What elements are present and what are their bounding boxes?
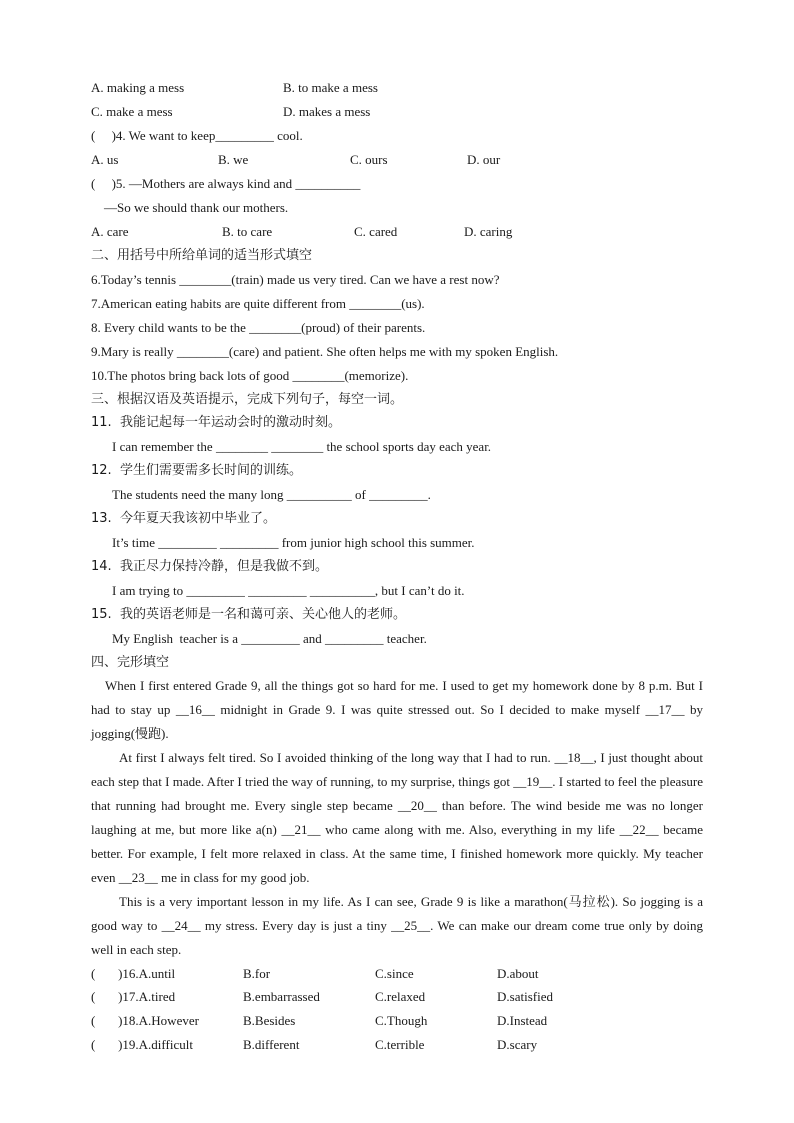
p2-text: than before. The wind beside me was no longer laughing at me, but more like a(n) <box>91 798 703 837</box>
q5-option-c: C. cared <box>354 224 398 239</box>
p2-text: At first I always felt tired. So I avoided thinking of the long way that I had to run. <box>119 750 555 765</box>
choice-18-b: B.Besides <box>243 1013 296 1028</box>
cloze-paragraph-1 <box>91 674 703 746</box>
blank-24: __24__ <box>161 918 201 933</box>
blank-18: __18__ <box>554 750 594 765</box>
choice-18-c: C.Though <box>375 1013 428 1028</box>
section2-item-8: 8. Every child wants to be the ________(proud) of their parents. <box>91 320 426 335</box>
q5-option-b: B. to care <box>222 224 273 239</box>
p1-text: midnight in Grade 9. I was quite stressed out. So I decided to make myself <box>214 702 646 717</box>
p3-text: . We can make our dream come true only by doing well in each step. <box>91 918 703 957</box>
p2-text: , I just thought about each step that I made. After I tried the way of running, to my surprise, things got <box>91 750 704 789</box>
blank-16: __16__ <box>175 702 215 717</box>
blank-22: __22__ <box>619 822 659 837</box>
p2-text: . I started to feel the pleasure that running had brought me. Every single step became <box>91 774 703 813</box>
choice-16-a: ( )16.A.until <box>91 966 176 981</box>
blank-21: __21__ <box>281 822 321 837</box>
p3-text: my stress. Every day is just a tiny <box>200 918 392 933</box>
blank-25: __25__ <box>391 918 431 933</box>
q3-option-d: D. makes a mess <box>283 104 371 119</box>
q5-option-d: D. caring <box>464 224 513 239</box>
section3-heading: 三、根据汉语及英语提示，完成下列句子，每空一词。 <box>91 392 404 407</box>
blank-23: __23__ <box>118 870 158 885</box>
section3-item-15-cn: 15. 我的英语老师是一名和蔼可亲、关心他人的老师。 <box>91 607 406 622</box>
section3-item-13-en: It’s time _________ _________ from junior high school this summer. <box>112 535 475 550</box>
q4-stem: ( )4. We want to keep_________ cool. <box>91 128 303 143</box>
choice-16-d: D.about <box>497 966 539 981</box>
q3-option-c: C. make a mess <box>91 104 173 119</box>
cloze-passage <box>91 674 703 962</box>
section3-item-11-en: I can remember the ________ ________ the school sports day each year. <box>112 439 492 454</box>
q4-option-c: C. ours <box>350 152 388 167</box>
p2-text: who came along with me. Also, everything in my life <box>320 822 620 837</box>
q4-option-a: A. us <box>91 152 119 167</box>
blank-20: __20__ <box>397 798 437 813</box>
q4-option-d: D. our <box>467 152 501 167</box>
section2-item-9: 9.Mary is really ________(care) and patient. She often helps me with my spoken English. <box>91 344 559 359</box>
section3-item-11-cn: 11. 我能记起每一年运动会时的激动时刻。 <box>91 415 341 430</box>
choice-17-b: B.embarrassed <box>243 989 320 1004</box>
choice-16-b: B.for <box>243 966 271 981</box>
blank-19: __19__ <box>513 774 553 789</box>
section2-item-6: 6.Today’s tennis ________(train) made us very tired. Can we have a rest now? <box>91 272 500 287</box>
q3-option-b: B. to make a mess <box>283 80 378 95</box>
q5-option-a: A. care <box>91 224 129 239</box>
cloze-paragraph-2 <box>91 746 703 890</box>
section2-heading: 二、用括号中所给单词的适当形式填空 <box>91 248 313 263</box>
section3-item-13-cn: 13. 今年夏天我该初中毕业了。 <box>91 511 276 526</box>
section3-item-12-en: The students need the many long __________ of _________. <box>112 487 431 502</box>
section3-item-14-en: I am trying to _________ _________ __________, but I can’t do it. <box>112 583 465 598</box>
choice-18-a: ( )18.A.However <box>91 1013 199 1028</box>
choice-17-c: C.relaxed <box>375 989 426 1004</box>
blank-17: __17__ <box>645 702 685 717</box>
section3-item-15-en: My English teacher is a _________ and _________ teacher. <box>112 631 427 646</box>
choice-19-d: D.scary <box>497 1037 538 1052</box>
section3-item-14-cn: 14. 我正尽力保持冷静，但是我做不到。 <box>91 559 328 574</box>
choice-17-d: D.satisfied <box>497 989 553 1004</box>
q5-stem: ( )5. —Mothers are always kind and __________ <box>91 176 361 191</box>
q4-option-b: B. we <box>218 152 249 167</box>
cloze-paragraph-3 <box>91 890 703 962</box>
p3-text: This is a very important lesson in my life. As I can see, Grade 9 is like a marathon(马拉松). So jogging is a good way to <box>91 894 703 933</box>
choice-19-c: C.terrible <box>375 1037 425 1052</box>
choice-19-a: ( )19.A.difficult <box>91 1037 193 1052</box>
q5-reply: —So we should thank our mothers. <box>104 200 289 215</box>
choice-16-c: C.since <box>375 966 414 981</box>
p2-text: me in class for my good job. <box>157 870 310 885</box>
section4-heading: 四、完形填空 <box>91 655 170 670</box>
section2-item-7: 7.American eating habits are quite different from ________(us). <box>91 296 425 311</box>
choice-19-b: B.different <box>243 1037 300 1052</box>
section3-item-12-cn: 12. 学生们需要需多长时间的训练。 <box>91 463 302 478</box>
choice-17-a: ( )17.A.tired <box>91 989 176 1004</box>
choice-18-d: D.Instead <box>497 1013 548 1028</box>
p2-text: became better. For example, I felt more relaxed in class. At the same time, I finished homework more quickly. My teacher even <box>91 822 703 885</box>
p1-text: by jogging(慢跑). <box>91 702 703 741</box>
section2-item-10: 10.The photos bring back lots of good ________(memorize). <box>91 368 409 383</box>
q3-option-a: A. making a mess <box>91 80 185 95</box>
p1-text: When I first entered Grade 9, all the things got so hard for me. I used to get my homework done by 8 p.m. But I had to stay up <box>91 678 703 717</box>
